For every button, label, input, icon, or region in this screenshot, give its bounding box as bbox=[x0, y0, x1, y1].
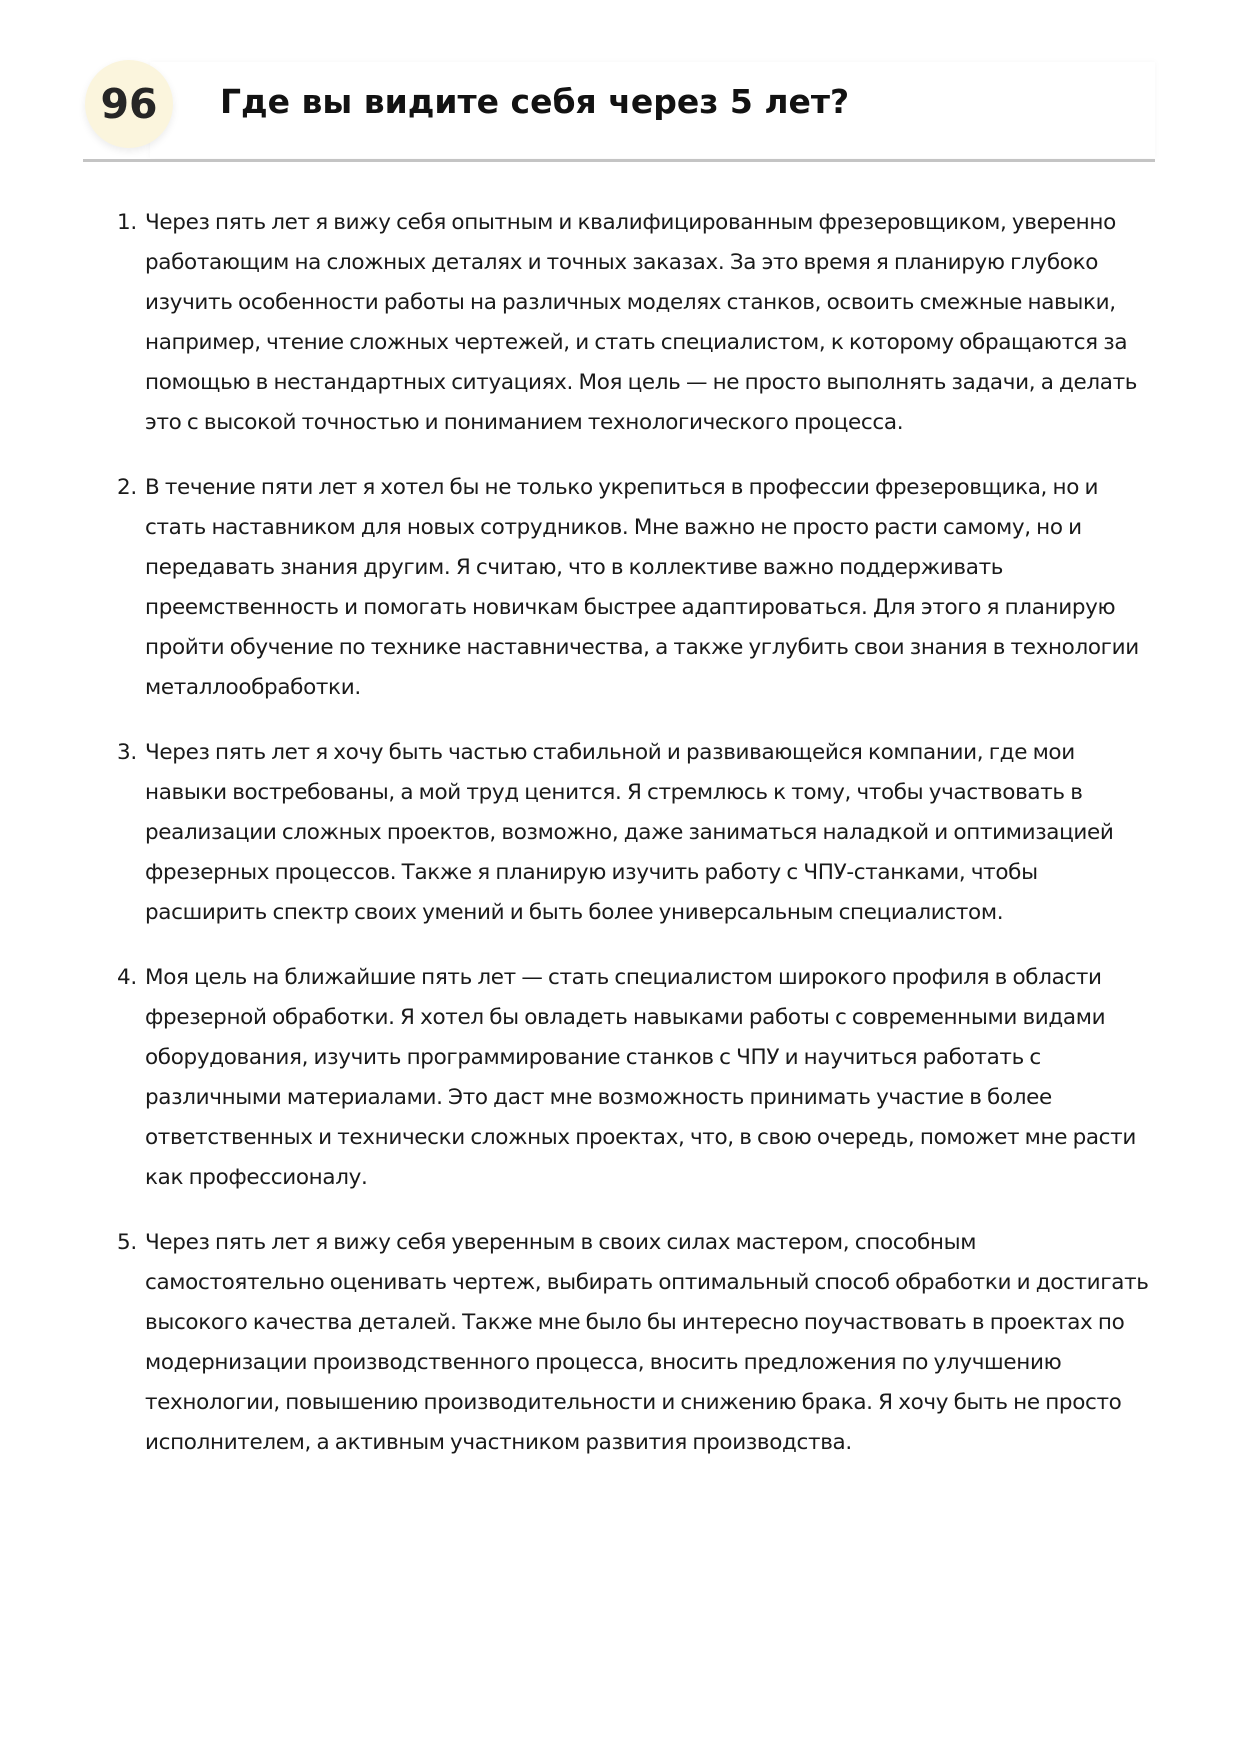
list-item-text: Моя цель на ближайшие пять лет — стать специалистом широкого профиля в области фрезерной обработки. Я хотел бы овладеть навыками работы с современными видами оборудования, изучить программирование станков с ЧПУ и научиться работать с различными материалами. Это даст мне возможность принимать участие в более ответственных и технически сложных проектах, что, в свою очередь, поможет мне расти как профессионалу. bbox=[145, 965, 1136, 1190]
list-item-number: 5. bbox=[117, 1230, 137, 1255]
list-item-text: Через пять лет я хочу быть частью стабильной и развивающейся компании, где мои навыки востребованы, а мой труд ценится. Я стремлюсь к тому, чтобы участвовать в реализации сложных проектов, возможно, даже заниматься наладкой и оптимизацией фрезерных процессов. Также я планирую изучить работу с ЧПУ-станками, чтобы расширить спектр своих умений и быть более универсальным специалистом. bbox=[145, 740, 1114, 925]
list-item bbox=[117, 203, 1160, 443]
question-number-badge: 96 bbox=[85, 60, 173, 148]
list-item-text: Через пять лет я вижу себя уверенным в своих силах мастером, способным самостоятельно оценивать чертеж, выбирать оптимальный способ обработки и достигать высокого качества деталей. Также мне было бы интересно поучаствовать в проектах по модернизации производственного процесса, вносить предложения по улучшению технологии, повышению производительности и снижению брака. Я хочу быть не просто исполнителем, а активным участником развития производства. bbox=[145, 1230, 1149, 1455]
list-item-text: Через пять лет я вижу себя опытным и квалифицированным фрезеровщиком, уверенно работающим на сложных деталях и точных заказах. За это время я планирую глубоко изучить особенности работы на различных моделях станков, освоить смежные навыки, например, чтение сложных чертежей, и стать специалистом, к которому обращаются за помощью в нестандартных ситуациях. Моя цель — не просто выполнять задачи, а делать это с высокой точностью и пониманием технологического процесса. bbox=[145, 210, 1138, 435]
list-item-number: 3. bbox=[117, 740, 137, 765]
list-item bbox=[117, 733, 1160, 933]
list-item bbox=[117, 1223, 1160, 1463]
page-header bbox=[83, 60, 1155, 162]
list-item bbox=[117, 468, 1160, 708]
list-item-text: В течение пяти лет я хотел бы не только укрепиться в профессии фрезеровщика, но и стать наставником для новых сотрудников. Мне важно не просто расти самому, но и передавать знания другим. Я считаю, что в коллективе важно поддерживать преемственность и помогать новичкам быстрее адаптироваться. Для этого я планирую пройти обучение по технике наставничества, а также углубить свои знания в технологии металлообработки. bbox=[145, 475, 1139, 700]
list-item-number: 2. bbox=[117, 475, 137, 500]
page-title: Где вы видите себя через 5 лет? bbox=[220, 82, 850, 121]
list-item-number: 1. bbox=[117, 210, 137, 235]
list-item bbox=[117, 958, 1160, 1198]
list-item-number: 4. bbox=[117, 965, 137, 990]
answers-list bbox=[117, 203, 1160, 1488]
